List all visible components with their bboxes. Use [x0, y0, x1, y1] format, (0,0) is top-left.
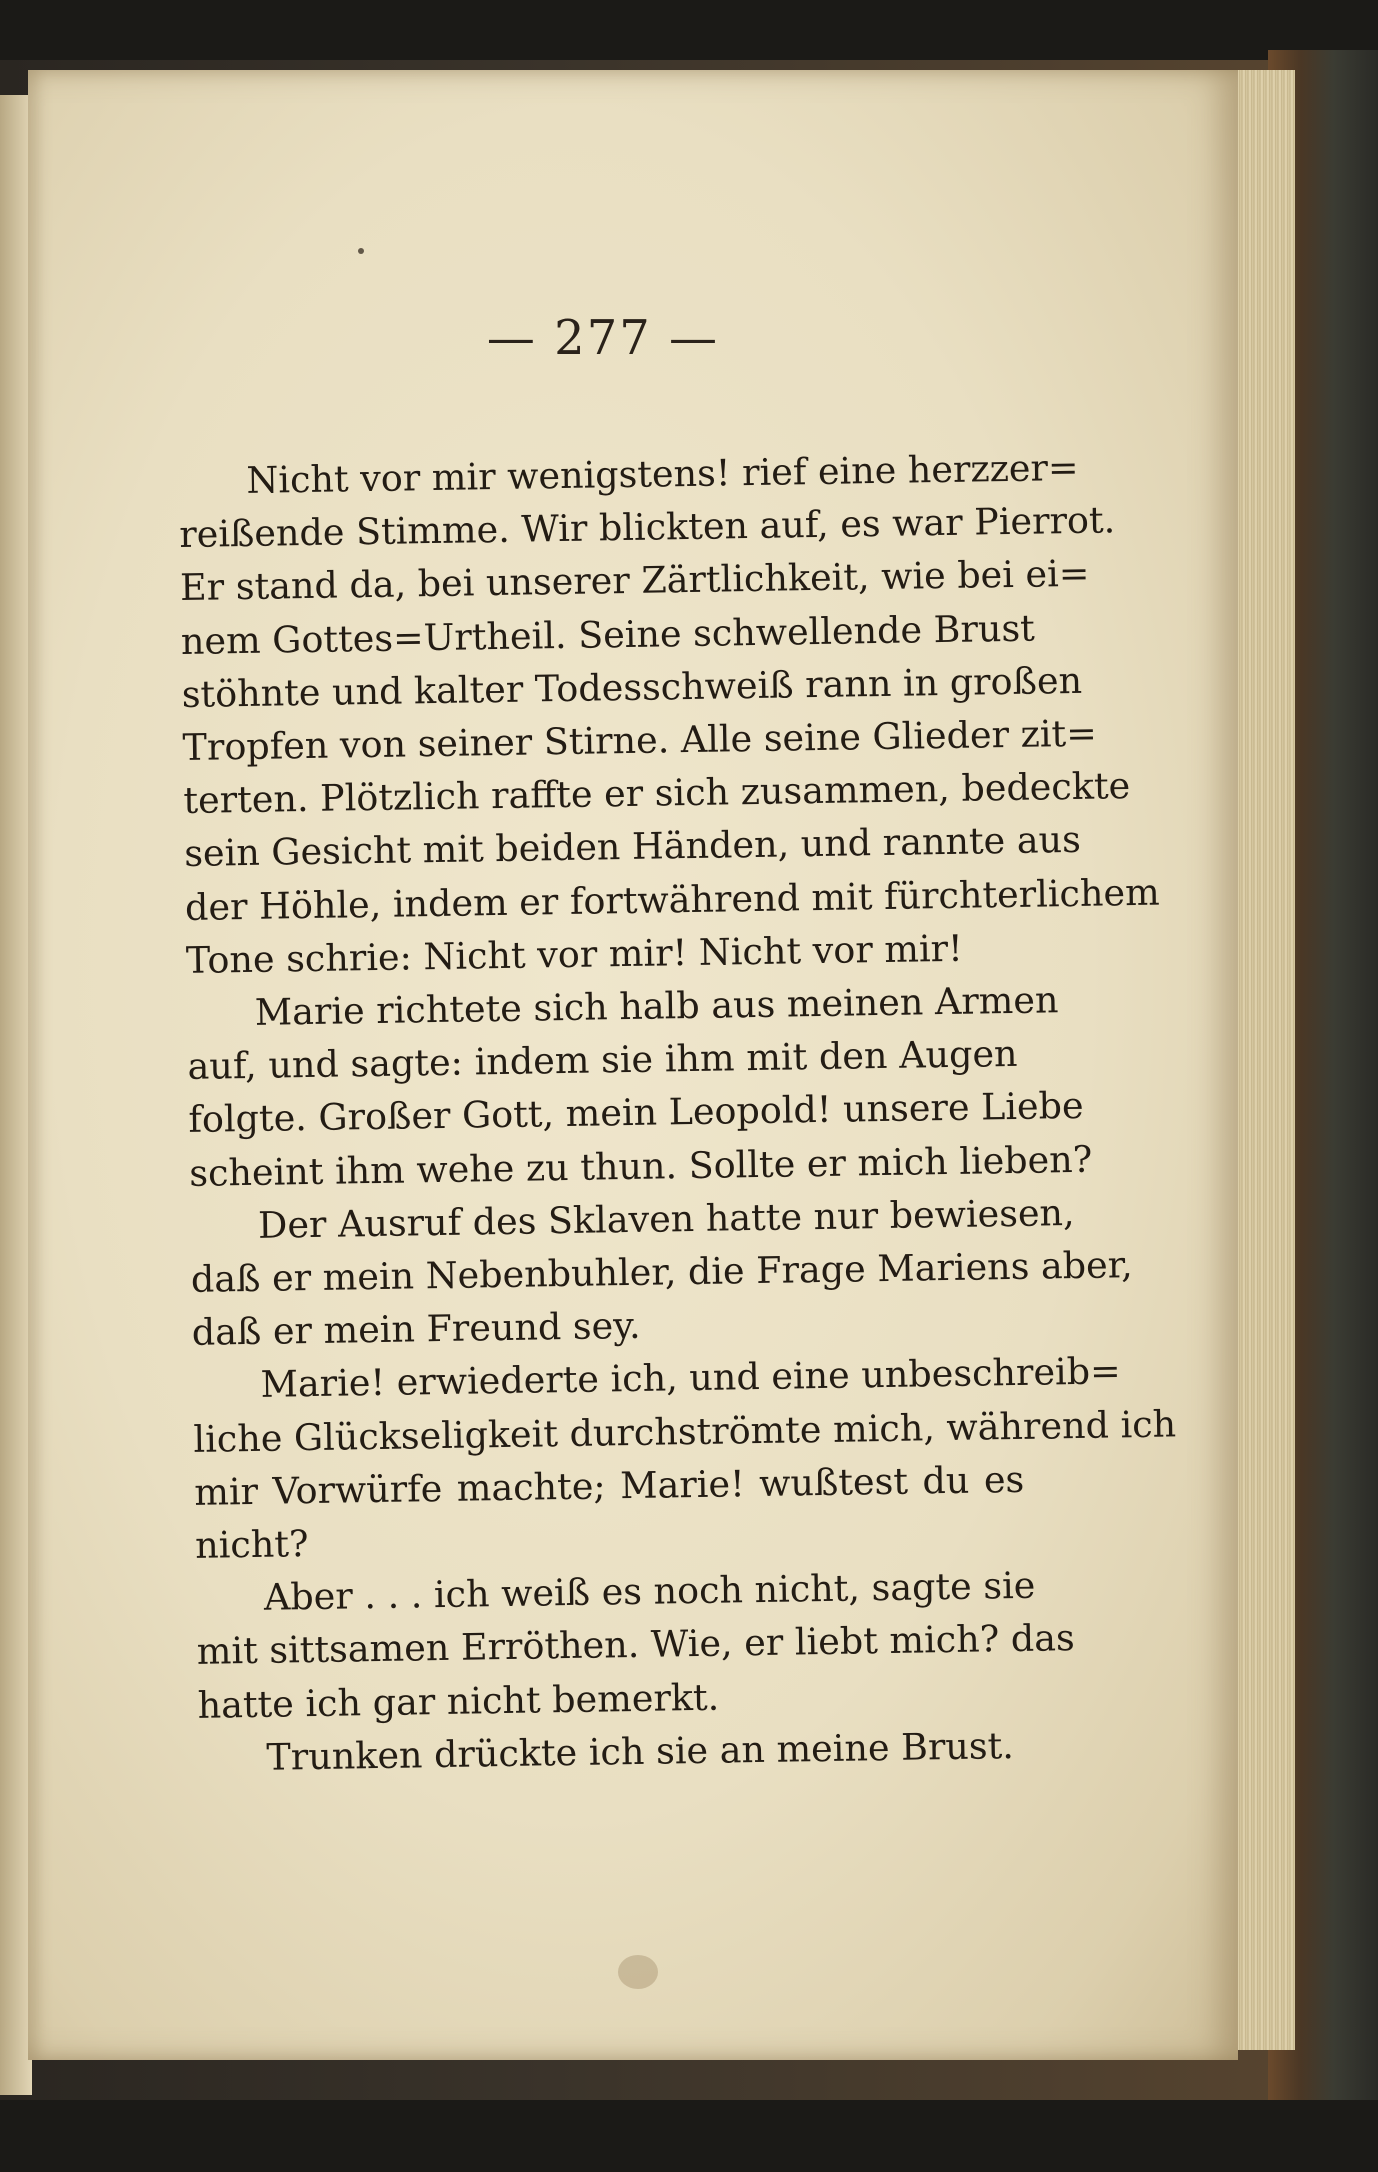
text-line: Tone schrie: Nicht vor mir! Nicht vor mir!	[185, 926, 964, 982]
page-number: — 277 —	[486, 310, 720, 366]
stain-spot	[618, 1955, 658, 1989]
text-line: folgte. Großer Gott, mein Leopold! unsere Liebe	[188, 1084, 1084, 1142]
text-line: der Höhle, indem er fortwährend mit fürchterlichem	[184, 870, 1160, 929]
text-line: nem Gottes=Urtheil. Seine schwellende Brust	[180, 606, 1036, 663]
page-text	[178, 442, 1177, 1785]
text-line: auf, und sagte: indem sie ihm mit den Augen	[187, 1032, 1018, 1089]
text-line: Tropfen von seiner Stirne. Alle seine Glieder zit=	[182, 711, 1098, 769]
text-line: mir Vorwürfe machte; Marie! wußtest du es	[193, 1457, 1025, 1514]
text-line: liche Glückseligkeit durchströmte mich, während ich	[193, 1402, 1177, 1461]
text-line: Der Ausruf des Sklaven hatte nur bewiesen,	[257, 1190, 1075, 1247]
text-line: hatte ich gar nicht bemerkt.	[197, 1675, 720, 1727]
book-page	[28, 70, 1238, 2060]
text-line: terten. Plötzlich raffte er sich zusammen, bedeckte	[183, 764, 1131, 823]
text-line: scheint ihm wehe zu thun. Sollte er mich lieben?	[188, 1137, 1093, 1195]
text-line: Trunken drückte ich sie an meine Brust.	[266, 1723, 1015, 1779]
text-line: Marie! erwiederte ich, und eine unbeschreib=	[260, 1349, 1121, 1407]
text-line: mit sittsamen Erröthen. Wie, er liebt mich? das	[196, 1616, 1075, 1674]
text-line: daß er mein Nebenbuhler, die Frage Mariens aber,	[190, 1243, 1134, 1301]
text-line: stöhnte und kalter Todesschweiß rann in großen	[181, 658, 1083, 716]
text-line: nicht?	[194, 1522, 309, 1567]
text-line: reißende Stimme. Wir blickten auf, es war Pierrot.	[178, 498, 1116, 557]
text-line: daß er mein Freund sey.	[191, 1304, 641, 1355]
text-line: Nicht vor mir wenigstens! rief eine herzzer=	[246, 445, 1079, 502]
ink-dot	[358, 248, 364, 254]
text-line: sein Gesicht mit beiden Händen, und rannte aus	[183, 818, 1082, 876]
text-line: Aber . . . ich weiß es noch nicht, sagte sie	[263, 1563, 1036, 1620]
text-line: Marie richtete sich halb aus meinen Armen	[254, 978, 1059, 1034]
text-line: Er stand da, bei unserer Zärtlichkeit, wie bei ei=	[179, 552, 1090, 610]
